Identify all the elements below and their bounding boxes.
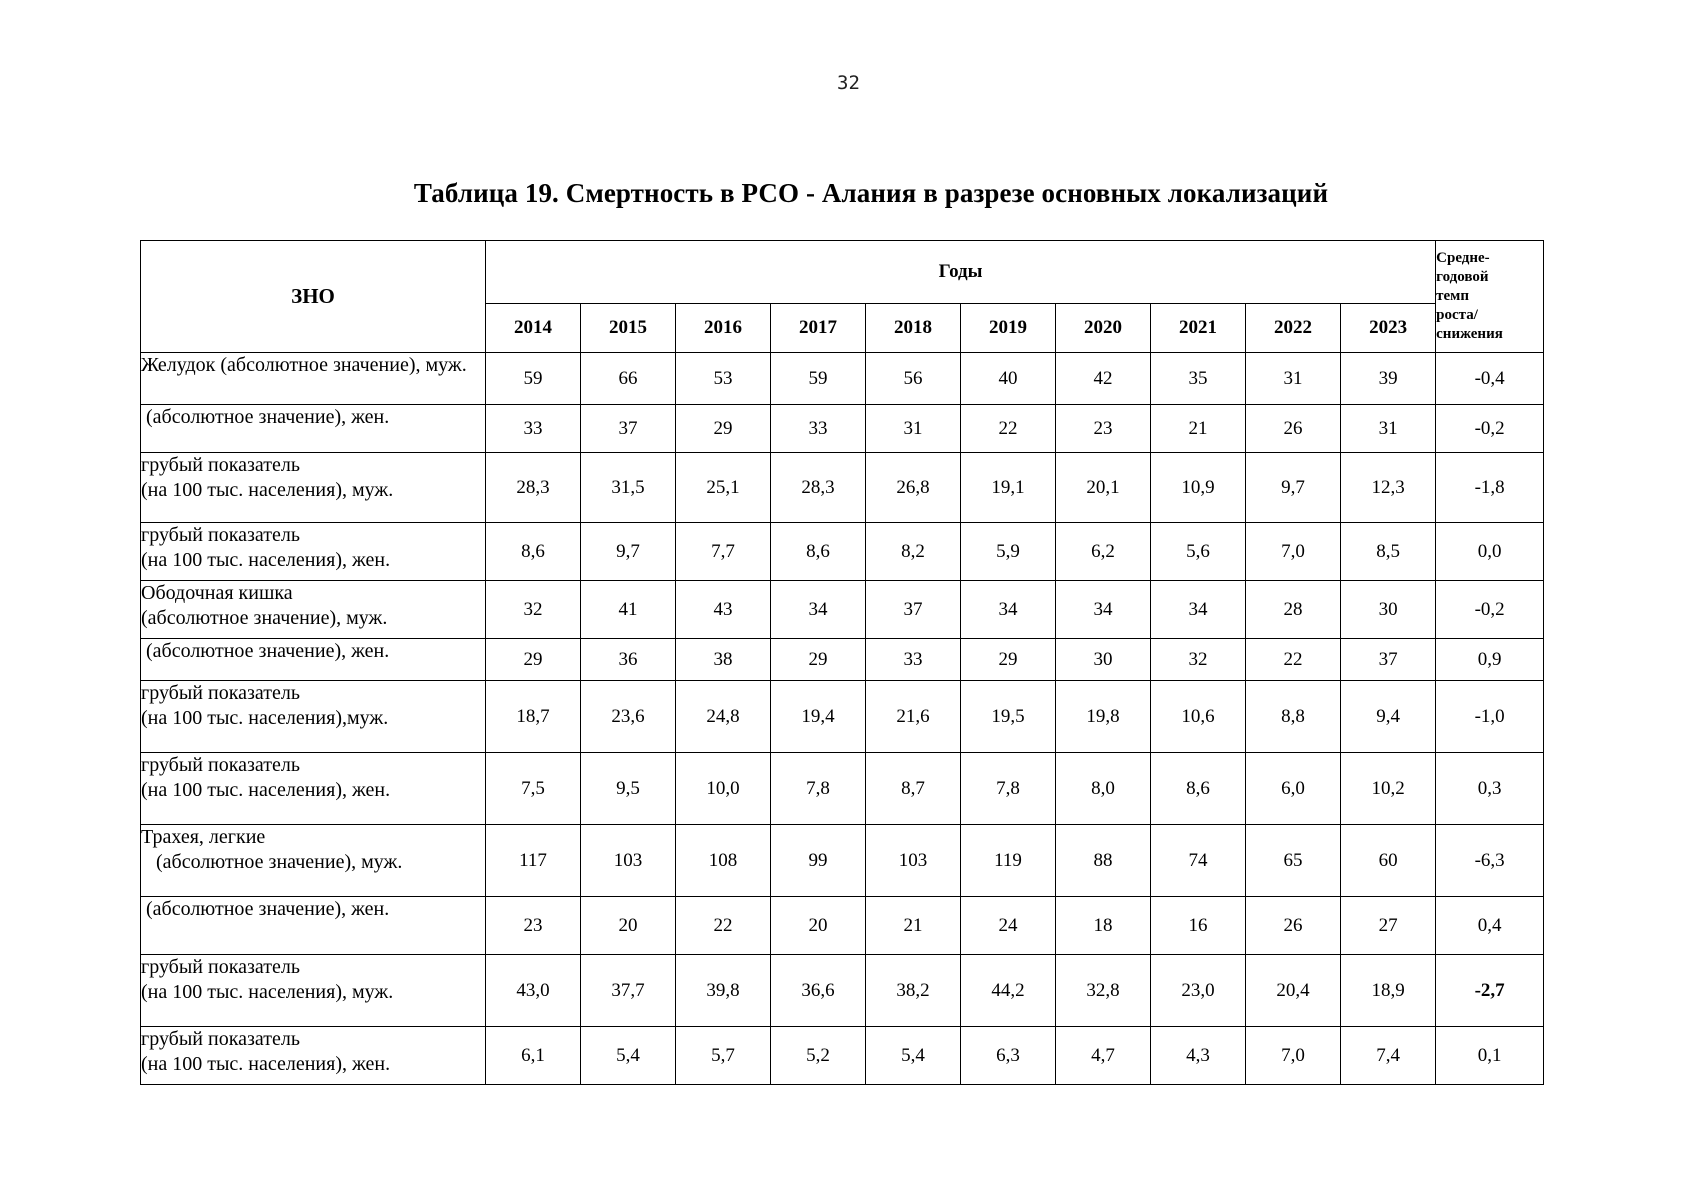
value-cell: 21 bbox=[1151, 405, 1246, 453]
value-cell: 21,6 bbox=[866, 681, 961, 753]
value-cell: 103 bbox=[581, 825, 676, 897]
row-label: грубый показатель (на 100 тыс. населения), жен. bbox=[141, 753, 486, 825]
value-cell: 6,0 bbox=[1246, 753, 1341, 825]
value-cell: 9,7 bbox=[1246, 453, 1341, 523]
value-cell: 32,8 bbox=[1056, 955, 1151, 1027]
table-row bbox=[141, 825, 1544, 897]
value-cell: 5,4 bbox=[866, 1027, 961, 1085]
value-cell: 28,3 bbox=[771, 453, 866, 523]
value-cell: 37 bbox=[581, 405, 676, 453]
value-cell: 29 bbox=[486, 639, 581, 681]
page-number: 32 bbox=[837, 72, 860, 94]
value-cell: 29 bbox=[676, 405, 771, 453]
header-year: 2018 bbox=[866, 304, 961, 353]
header-year: 2017 bbox=[771, 304, 866, 353]
value-cell: 56 bbox=[866, 353, 961, 405]
row-label: грубый показатель (на 100 тыс. населения), жен. bbox=[141, 523, 486, 581]
header-year: 2019 bbox=[961, 304, 1056, 353]
value-cell: 23,0 bbox=[1151, 955, 1246, 1027]
value-cell: 22 bbox=[1246, 639, 1341, 681]
value-cell: 38,2 bbox=[866, 955, 961, 1027]
value-cell: 37,7 bbox=[581, 955, 676, 1027]
value-cell: 20 bbox=[581, 897, 676, 955]
value-cell: 23 bbox=[486, 897, 581, 955]
rate-cell: -0,2 bbox=[1436, 405, 1544, 453]
value-cell: 33 bbox=[486, 405, 581, 453]
value-cell: 20 bbox=[771, 897, 866, 955]
value-cell: 27 bbox=[1341, 897, 1436, 955]
value-cell: 22 bbox=[676, 897, 771, 955]
table-title: Таблица 19. Смертность в РСО - Алания в разрезе основных локализаций bbox=[413, 178, 1329, 208]
value-cell: 33 bbox=[866, 639, 961, 681]
table-row bbox=[141, 1027, 1544, 1085]
value-cell: 37 bbox=[866, 581, 961, 639]
rate-cell: -1,8 bbox=[1436, 453, 1544, 523]
value-cell: 74 bbox=[1151, 825, 1246, 897]
value-cell: 19,8 bbox=[1056, 681, 1151, 753]
value-cell: 5,2 bbox=[771, 1027, 866, 1085]
rate-cell: -6,3 bbox=[1436, 825, 1544, 897]
value-cell: 60 bbox=[1341, 825, 1436, 897]
value-cell: 53 bbox=[676, 353, 771, 405]
value-cell: 43 bbox=[676, 581, 771, 639]
value-cell: 108 bbox=[676, 825, 771, 897]
value-cell: 42 bbox=[1056, 353, 1151, 405]
header-year: 2021 bbox=[1151, 304, 1246, 353]
value-cell: 117 bbox=[486, 825, 581, 897]
value-cell: 5,4 bbox=[581, 1027, 676, 1085]
value-cell: 31,5 bbox=[581, 453, 676, 523]
table-body bbox=[141, 353, 1544, 1085]
value-cell: 9,4 bbox=[1341, 681, 1436, 753]
row-label: Трахея, легкие (абсолютное значение), муж. bbox=[141, 825, 486, 897]
value-cell: 30 bbox=[1056, 639, 1151, 681]
value-cell: 6,3 bbox=[961, 1027, 1056, 1085]
rate-cell: -0,2 bbox=[1436, 581, 1544, 639]
rate-cell: -2,7 bbox=[1436, 955, 1544, 1027]
rate-cell: 0,4 bbox=[1436, 897, 1544, 955]
value-cell: 9,5 bbox=[581, 753, 676, 825]
value-cell: 66 bbox=[581, 353, 676, 405]
value-cell: 119 bbox=[961, 825, 1056, 897]
header-rate-text: Средне- годовой темп роста/ снижения bbox=[1436, 250, 1503, 342]
table-row bbox=[141, 639, 1544, 681]
header-year: 2020 bbox=[1056, 304, 1151, 353]
value-cell: 9,7 bbox=[581, 523, 676, 581]
value-cell: 29 bbox=[961, 639, 1056, 681]
value-cell: 39,8 bbox=[676, 955, 771, 1027]
value-cell: 36 bbox=[581, 639, 676, 681]
header-zno: ЗНО bbox=[141, 241, 486, 353]
row-label: (абсолютное значение), жен. bbox=[141, 639, 486, 681]
value-cell: 7,0 bbox=[1246, 523, 1341, 581]
table-row bbox=[141, 897, 1544, 955]
value-cell: 43,0 bbox=[486, 955, 581, 1027]
value-cell: 59 bbox=[486, 353, 581, 405]
value-cell: 23 bbox=[1056, 405, 1151, 453]
value-cell: 10,2 bbox=[1341, 753, 1436, 825]
value-cell: 7,7 bbox=[676, 523, 771, 581]
value-cell: 19,1 bbox=[961, 453, 1056, 523]
header-year: 2016 bbox=[676, 304, 771, 353]
value-cell: 25,1 bbox=[676, 453, 771, 523]
value-cell: 20,4 bbox=[1246, 955, 1341, 1027]
value-cell: 8,7 bbox=[866, 753, 961, 825]
rate-cell: 0,0 bbox=[1436, 523, 1544, 581]
table-row bbox=[141, 405, 1544, 453]
value-cell: 38 bbox=[676, 639, 771, 681]
value-cell: 32 bbox=[486, 581, 581, 639]
value-cell: 40 bbox=[961, 353, 1056, 405]
value-cell: 5,6 bbox=[1151, 523, 1246, 581]
value-cell: 30 bbox=[1341, 581, 1436, 639]
value-cell: 23,6 bbox=[581, 681, 676, 753]
value-cell: 7,8 bbox=[771, 753, 866, 825]
value-cell: 34 bbox=[961, 581, 1056, 639]
value-cell: 6,2 bbox=[1056, 523, 1151, 581]
value-cell: 7,5 bbox=[486, 753, 581, 825]
value-cell: 7,0 bbox=[1246, 1027, 1341, 1085]
header-year: 2014 bbox=[486, 304, 581, 353]
value-cell: 8,6 bbox=[1151, 753, 1246, 825]
table-row bbox=[141, 955, 1544, 1027]
value-cell: 32 bbox=[1151, 639, 1246, 681]
value-cell: 8,6 bbox=[486, 523, 581, 581]
table-row bbox=[141, 681, 1544, 753]
value-cell: 34 bbox=[1056, 581, 1151, 639]
header-row-top bbox=[141, 241, 1544, 304]
rate-cell: 0,1 bbox=[1436, 1027, 1544, 1085]
row-label: (абсолютное значение), жен. bbox=[141, 405, 486, 453]
table-row bbox=[141, 353, 1544, 405]
value-cell: 8,2 bbox=[866, 523, 961, 581]
header-year: 2022 bbox=[1246, 304, 1341, 353]
row-label: грубый показатель (на 100 тыс. населения), муж. bbox=[141, 955, 486, 1027]
value-cell: 24,8 bbox=[676, 681, 771, 753]
value-cell: 44,2 bbox=[961, 955, 1056, 1027]
value-cell: 10,6 bbox=[1151, 681, 1246, 753]
value-cell: 8,8 bbox=[1246, 681, 1341, 753]
header-years: Годы bbox=[486, 241, 1436, 304]
row-label: грубый показатель (на 100 тыс. населения), жен. bbox=[141, 1027, 486, 1085]
value-cell: 99 bbox=[771, 825, 866, 897]
header-year: 2023 bbox=[1341, 304, 1436, 353]
value-cell: 37 bbox=[1341, 639, 1436, 681]
value-cell: 20,1 bbox=[1056, 453, 1151, 523]
value-cell: 31 bbox=[1341, 405, 1436, 453]
row-label: грубый показатель (на 100 тыс. населения),муж. bbox=[141, 681, 486, 753]
row-label: Желудок (абсолютное значение), муж. bbox=[141, 353, 486, 405]
value-cell: 65 bbox=[1246, 825, 1341, 897]
value-cell: 24 bbox=[961, 897, 1056, 955]
value-cell: 18 bbox=[1056, 897, 1151, 955]
value-cell: 34 bbox=[771, 581, 866, 639]
value-cell: 59 bbox=[771, 353, 866, 405]
value-cell: 19,4 bbox=[771, 681, 866, 753]
value-cell: 12,3 bbox=[1341, 453, 1436, 523]
value-cell: 103 bbox=[866, 825, 961, 897]
header-rate bbox=[1436, 241, 1544, 353]
value-cell: 8,6 bbox=[771, 523, 866, 581]
value-cell: 8,5 bbox=[1341, 523, 1436, 581]
table-row bbox=[141, 523, 1544, 581]
row-label: грубый показатель (на 100 тыс. населения), муж. bbox=[141, 453, 486, 523]
value-cell: 35 bbox=[1151, 353, 1246, 405]
value-cell: 8,0 bbox=[1056, 753, 1151, 825]
row-label: Ободочная кишка (абсолютное значение), муж. bbox=[141, 581, 486, 639]
value-cell: 28,3 bbox=[486, 453, 581, 523]
value-cell: 16 bbox=[1151, 897, 1246, 955]
value-cell: 28 bbox=[1246, 581, 1341, 639]
row-label: (абсолютное значение), жен. bbox=[141, 897, 486, 955]
value-cell: 5,9 bbox=[961, 523, 1056, 581]
value-cell: 10,0 bbox=[676, 753, 771, 825]
value-cell: 18,9 bbox=[1341, 955, 1436, 1027]
table-row bbox=[141, 581, 1544, 639]
value-cell: 10,9 bbox=[1151, 453, 1246, 523]
value-cell: 88 bbox=[1056, 825, 1151, 897]
table-row bbox=[141, 753, 1544, 825]
value-cell: 39 bbox=[1341, 353, 1436, 405]
header-year: 2015 bbox=[581, 304, 676, 353]
value-cell: 26 bbox=[1246, 897, 1341, 955]
value-cell: 34 bbox=[1151, 581, 1246, 639]
value-cell: 31 bbox=[866, 405, 961, 453]
value-cell: 5,7 bbox=[676, 1027, 771, 1085]
value-cell: 33 bbox=[771, 405, 866, 453]
value-cell: 18,7 bbox=[486, 681, 581, 753]
value-cell: 36,6 bbox=[771, 955, 866, 1027]
value-cell: 26,8 bbox=[866, 453, 961, 523]
value-cell: 31 bbox=[1246, 353, 1341, 405]
value-cell: 4,7 bbox=[1056, 1027, 1151, 1085]
value-cell: 21 bbox=[866, 897, 961, 955]
value-cell: 22 bbox=[961, 405, 1056, 453]
value-cell: 26 bbox=[1246, 405, 1341, 453]
rate-cell: -0,4 bbox=[1436, 353, 1544, 405]
value-cell: 4,3 bbox=[1151, 1027, 1246, 1085]
value-cell: 41 bbox=[581, 581, 676, 639]
rate-cell: 0,9 bbox=[1436, 639, 1544, 681]
table-row bbox=[141, 453, 1544, 523]
value-cell: 7,8 bbox=[961, 753, 1056, 825]
value-cell: 19,5 bbox=[961, 681, 1056, 753]
value-cell: 6,1 bbox=[486, 1027, 581, 1085]
value-cell: 29 bbox=[771, 639, 866, 681]
value-cell: 7,4 bbox=[1341, 1027, 1436, 1085]
mortality-table bbox=[140, 240, 1544, 1085]
rate-cell: -1,0 bbox=[1436, 681, 1544, 753]
rate-cell: 0,3 bbox=[1436, 753, 1544, 825]
